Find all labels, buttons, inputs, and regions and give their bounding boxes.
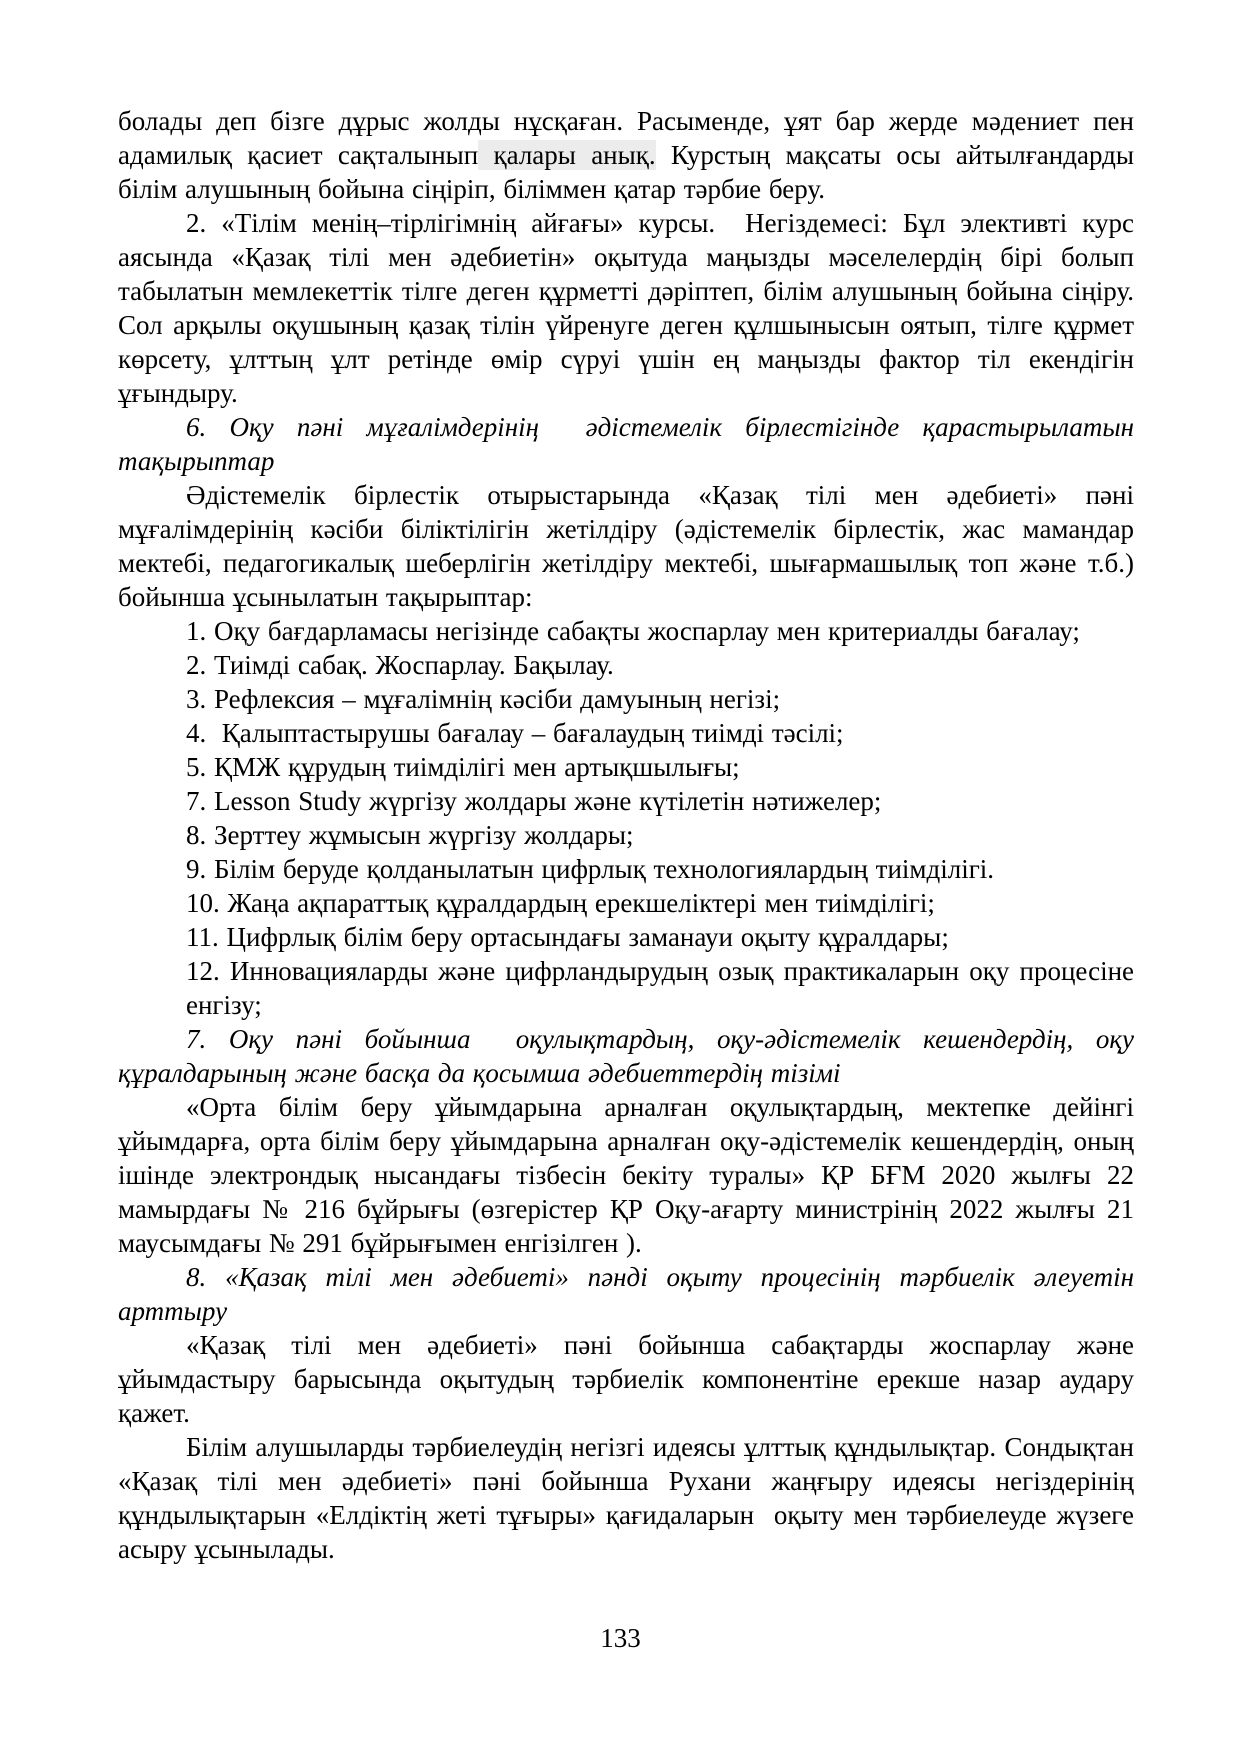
list-item-10	[118, 886, 1134, 920]
page-number: 133	[600, 1623, 641, 1653]
list-item-5	[118, 750, 1134, 784]
text-run: Білім алушыларды тәрбиелеудің негізгі идеясы ұлттық құндылықтар. Сондықтан «Қазақ тілі мен әдебиеті» пәні бойынша Рухани жаңғыру идеясы негіздерінің құндылықтарын «Елдіктің жеті тұғыры» қағидаларын оқыту мен тәрбиелеуде жүзеге асыру ұсынылады.	[118, 1432, 1134, 1564]
text-run: 3. Рефлексия – мұғалімнің кәсіби дамуының негізі;	[186, 684, 781, 714]
text-run: 10. Жаңа ақпараттық құралдардың ерекшеліктері мен тиімділігі;	[186, 888, 935, 918]
para-course-2	[118, 206, 1134, 410]
heading-section-6	[118, 410, 1134, 478]
text-run: 7. Оқу пәні бойынша оқулықтардың, оқу-әдістемелік кешендердің, оқу құралдарының және басқа да қосымша әдебиеттердің тізімі	[118, 1024, 1134, 1088]
text-run: 8. «Қазақ тілі мен әдебиеті» пәнді оқыту процесінің тәрбиелік әлеуетін арттыру	[118, 1262, 1134, 1326]
text-run: «Орта білім беру ұйымдарына арналған оқулықтардың, мектепке дейінгі ұйымдарға, орта білім беру ұйымдарына арналған оқу-әдістемелік кешендердің, оның ішінде электрондық нысандағы тізбесін бекіту туралы» ҚР БҒМ 2020 жылғы 22 мамырдағы № 216 бұйрығы (өзгерістер ҚР Оқу-ағарту министрінің 2022 жылғы 21 маусымдағы № 291 бұйрығымен енгізілген ).	[118, 1092, 1134, 1258]
para-method-union	[118, 478, 1134, 614]
heading-section-8	[118, 1260, 1134, 1328]
text-run: 8. Зерттеу жұмысын жүргізу жолдары;	[186, 820, 634, 850]
list-item-7	[118, 784, 1134, 818]
document-body	[118, 104, 1134, 1566]
text-run: 7. Lesson Study жүргізу жолдары және күтілетін нәтижелер;	[186, 786, 882, 816]
para-intro-continuation	[118, 104, 1134, 206]
text-run: 6. Оқу пәні мұғалімдерінің әдістемелік бірлестігінде қарастырылатын тақырыптар	[118, 412, 1134, 476]
list-item-9	[118, 852, 1134, 886]
para-values	[118, 1430, 1134, 1566]
list-item-2	[118, 648, 1134, 682]
heading-section-7	[118, 1022, 1134, 1090]
text-run: 12. Инновацияларды және цифрландырудың озық практикаларын оқу процесіне енгізу;	[186, 956, 1134, 1020]
list-item-4	[118, 716, 1134, 750]
para-textbook-order	[118, 1090, 1134, 1260]
list-item-11	[118, 920, 1134, 954]
text-run: 11. Цифрлық білім беру ортасындағы заманауи оқыту құралдары;	[186, 922, 949, 952]
text-run: Әдістемелік бірлестік отырыстарында «Қазақ тілі мен әдебиеті» пәні мұғалімдерінің кәсіби біліктілігін жетілдіру (әдістемелік бірлестік, жас мамандар мектебі, педагогикалық шеберлігін жетілдіру мектебі, шығармашылық топ және т.б.) бойынша ұсынылатын тақырыптар:	[118, 480, 1134, 612]
text-run: 1. Оқу бағдарламасы негізінде сабақты жоспарлау мен критериалды бағалау;	[186, 616, 1080, 646]
text-run: 9. Білім беруде қолданылатын цифрлық технологиялардың тиімділігі.	[186, 854, 995, 884]
text-run: 5. ҚМЖ құрудың тиімділігі мен артықшылығы;	[186, 752, 740, 782]
text-run: Курстың мақсаты осы айтылғандарды білім алушының бойына сіңіріп, біліммен қатар тәрбие беру.	[118, 140, 1134, 204]
para-planning	[118, 1328, 1134, 1430]
text-run: 2. Тиімді сабақ. Жоспарлау. Бақылау.	[186, 650, 614, 680]
text-run: болады деп бізге дұрыс жолды нұсқаған. Расыменде, ұят бар жерде мәдениет пен адамилық қасиет сақталынып	[118, 106, 1134, 170]
highlighted-text: қалары анық.	[478, 140, 656, 170]
list-item-12	[186, 954, 1134, 1022]
text-run: 2. «Тілім менің–тірлігімнің айғағы» курсы. Негіздемесі: Бұл элективті курс аясында «Қазақ тілі мен әдебиетін» оқытуда маңызды мәселелердің бірі болып табылатын мемлекеттік тілге деген құрметті дәріптеп, білім алушының бойына сіңіру. Сол арқылы оқушының қазақ тілін үйренуге деген құлшынысын оятып, тілге құрмет көрсету, ұлттың ұлт ретінде өмір сүруі үшін ең маңызды фактор тіл екендігін ұғындыру.	[118, 208, 1134, 408]
list-item-8	[118, 818, 1134, 852]
list-item-1	[118, 614, 1134, 648]
text-run: «Қазақ тілі мен әдебиеті» пәні бойынша сабақтарды жоспарлау және ұйымдастыру барысында оқытудың тәрбиелік компонентіне ерекше назар аудару қажет.	[118, 1330, 1134, 1428]
text-run: 4. Қалыптастырушы бағалау – бағалаудың тиімді тәсілі;	[186, 718, 844, 748]
list-item-3	[118, 682, 1134, 716]
